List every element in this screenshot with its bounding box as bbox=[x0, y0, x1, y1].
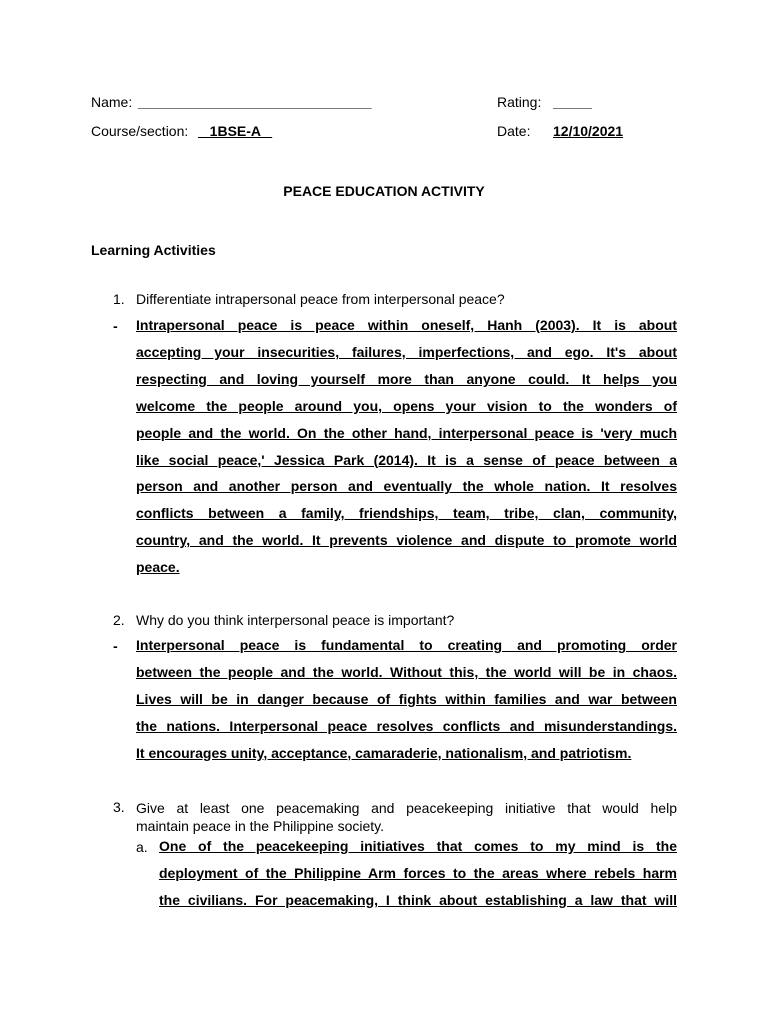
answer-2 bbox=[136, 632, 677, 767]
answer-1 bbox=[136, 312, 677, 581]
answer-1-line: peace. bbox=[136, 559, 180, 576]
question-3-text bbox=[136, 799, 677, 835]
answer-1-bullet: - bbox=[113, 318, 118, 334]
answer-3 bbox=[159, 833, 677, 914]
answer-2-line: between the people and the world. Without this, the world will be in chaos. bbox=[136, 663, 677, 680]
course-label: Course/section: bbox=[91, 123, 189, 139]
question-2-number: 2. bbox=[113, 612, 125, 628]
name-label: Name: bbox=[91, 94, 133, 110]
answer-3-line: deployment of the Philippine Arm forces to the areas where rebels harm bbox=[159, 864, 677, 881]
answer-1-line: welcome the people around you, opens your vision to the wonders of bbox=[136, 397, 677, 414]
name-value: ______________________________ bbox=[138, 94, 372, 110]
answer-2-line: Lives will be in danger because of fights within families and war between bbox=[136, 690, 677, 707]
question-3-line: Give at least one peacemaking and peacekeeping initiative that would help bbox=[136, 800, 677, 816]
answer-3-line: One of the peacekeeping initiatives that comes to my mind is the bbox=[159, 838, 677, 854]
answer-1-line: country, and the world. It prevents violence and dispute to promote world bbox=[136, 532, 677, 549]
answer-1-line: conflicts between a family, friendships, team, tribe, clan, community, bbox=[136, 505, 677, 522]
question-3-number: 3. bbox=[113, 799, 125, 815]
rating-label: Rating: bbox=[497, 94, 542, 110]
answer-2-line: It encourages unity, acceptance, camaraderie, nationalism, and patriotism. bbox=[136, 744, 632, 761]
answer-1-line: like social peace,' Jessica Park (2014). It is a sense of peace between a bbox=[136, 451, 677, 468]
answer-2-bullet: - bbox=[113, 638, 118, 654]
question-1-number: 1. bbox=[113, 291, 125, 307]
question-3-line: maintain peace in the Philippine society. bbox=[136, 818, 385, 834]
rating-value: _____ bbox=[553, 94, 592, 110]
section-heading: Learning Activities bbox=[91, 242, 216, 258]
answer-2-line: Interpersonal peace is fundamental to creating and promoting order bbox=[136, 637, 677, 653]
answer-1-line: people and the world. On the other hand, interpersonal peace is 'very much bbox=[136, 424, 677, 441]
answer-3-sub-label: a. bbox=[136, 839, 148, 855]
question-1-text: Differentiate intrapersonal peace from interpersonal peace? bbox=[136, 291, 505, 307]
answer-3-line: the civilians. For peacemaking, I think about establishing a law that will bbox=[159, 891, 677, 908]
date-label: Date: bbox=[497, 123, 531, 139]
date-value: 12/10/2021 bbox=[553, 123, 624, 139]
answer-1-line: person and another person and eventually the whole nation. It resolves bbox=[136, 478, 677, 495]
answer-2-line: the nations. Interpersonal peace resolves conflicts and misunderstandings. bbox=[136, 717, 677, 734]
answer-1-line: respecting and loving yourself more than anyone could. It helps you bbox=[136, 370, 677, 387]
document-title: PEACE EDUCATION ACTIVITY bbox=[283, 183, 485, 199]
course-value: 1BSE-A bbox=[198, 123, 273, 139]
answer-1-line: Intrapersonal peace is peace within oneself, Hanh (2003). It is about bbox=[136, 317, 677, 333]
question-2-text: Why do you think interpersonal peace is important? bbox=[136, 612, 455, 628]
answer-1-line: accepting your insecurities, failures, imperfections, and ego. It's about bbox=[136, 343, 677, 360]
